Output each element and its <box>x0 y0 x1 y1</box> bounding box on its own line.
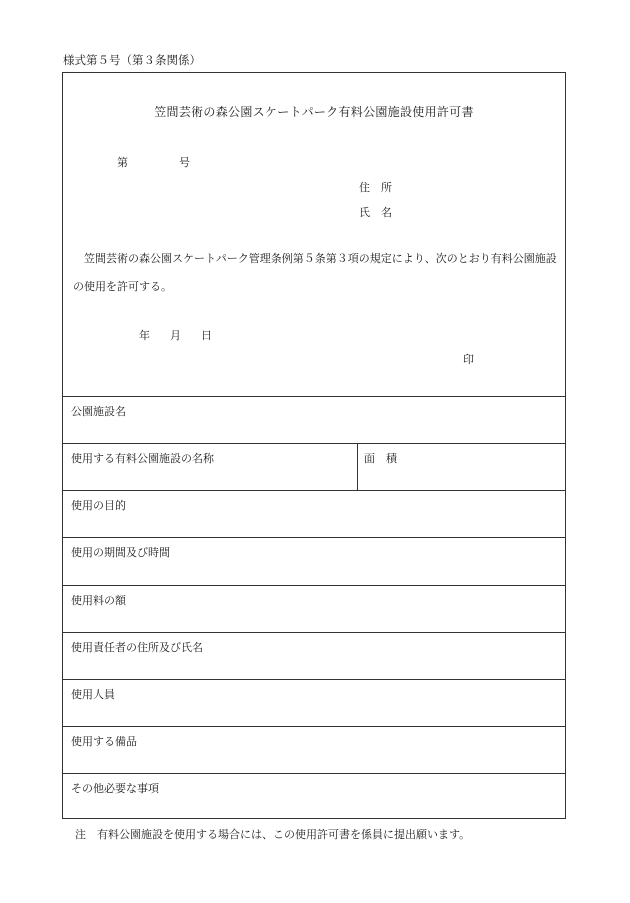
seal-mark: 印 <box>463 353 474 366</box>
date-day: 日 <box>201 329 212 342</box>
address-label: 住 所 <box>359 181 392 194</box>
row-divider <box>63 537 565 538</box>
other-items-label: その他必要な事項 <box>71 782 159 795</box>
row-divider <box>63 396 565 397</box>
row-divider <box>63 443 565 444</box>
date-year: 年 <box>139 329 150 342</box>
paid-facility-name-label: 使用する有料公園施設の名称 <box>71 452 214 465</box>
row-divider <box>63 490 565 491</box>
period-label: 使用の期間及び時間 <box>71 546 170 559</box>
fee-label: 使用料の額 <box>71 594 126 607</box>
name-label: 氏 名 <box>359 206 392 219</box>
persons-label: 使用人員 <box>71 688 115 701</box>
footnote: 注 有料公園施設を使用する場合には、この使用許可書を係員に提出願います。 <box>75 828 471 841</box>
row-divider <box>63 726 565 727</box>
column-divider <box>357 443 358 490</box>
row-divider <box>63 585 565 586</box>
document-title: 笠間芸術の森公園スケートパーク有料公園施設使用許可書 <box>154 105 474 119</box>
date-month: 月 <box>170 329 181 342</box>
purpose-label: 使用の目的 <box>71 499 126 512</box>
permit-body-text: 笠間芸術の森公園スケートパーク管理条例第５条第３項の規定により、次のとおり有料公園施設の使用を許可する。 <box>73 252 557 293</box>
permit-number-suffix: 号 <box>179 156 190 169</box>
responsible-person-label: 使用責任者の住所及び氏名 <box>71 641 203 654</box>
form-number-label: 様式第５号（第３条関係） <box>63 53 201 67</box>
facility-name-label: 公園施設名 <box>71 405 126 418</box>
row-divider <box>63 679 565 680</box>
permit-number-prefix: 第 <box>117 156 128 169</box>
area-label: 面 積 <box>364 452 397 465</box>
equipment-label: 使用する備品 <box>71 735 137 748</box>
row-divider <box>63 773 565 774</box>
row-divider <box>63 632 565 633</box>
permit-form-frame <box>62 72 566 819</box>
